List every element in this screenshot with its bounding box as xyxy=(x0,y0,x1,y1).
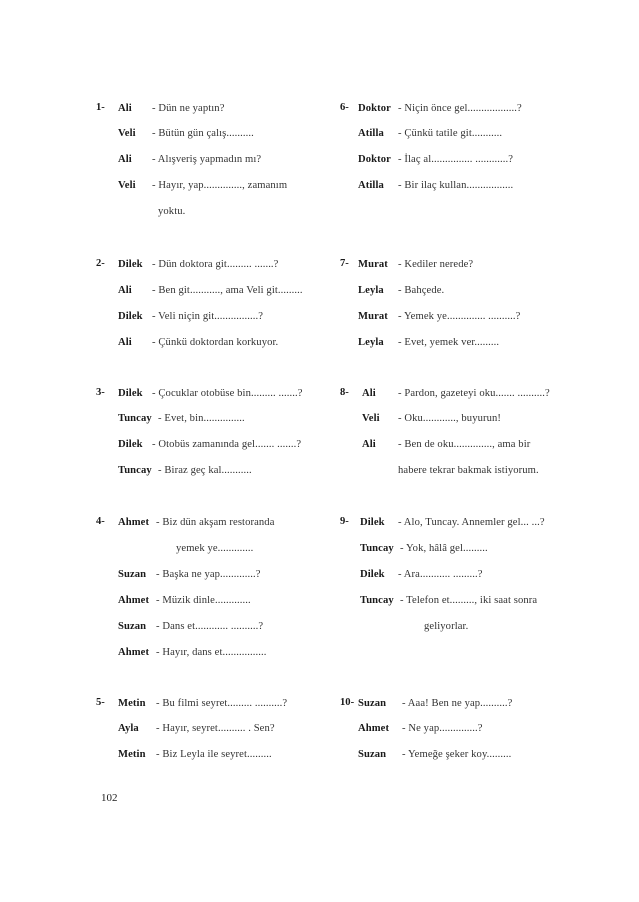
line-text: - Çocuklar otobüse bin......... .......? xyxy=(152,388,303,399)
exercise-number: 1- xyxy=(96,102,105,113)
speaker-name: Dilek xyxy=(118,259,143,270)
line-text: - Oku............, buyurun! xyxy=(398,413,502,424)
speaker-name: Ali xyxy=(118,285,132,296)
line-text: - Bu filmi seyret......... ..........? xyxy=(156,698,288,709)
speaker-name: Dilek xyxy=(360,569,385,580)
line-text: yemek ye............. xyxy=(176,543,254,554)
line-text: - Veli niçin git................? xyxy=(152,311,264,322)
line-text: yoktu. xyxy=(158,206,186,217)
line-text: - İlaç al............... ............? xyxy=(398,154,514,165)
line-text: - Kediler nerede? xyxy=(398,259,474,270)
line-text: - Alo, Tuncay. Annemler gel... ...? xyxy=(398,517,545,528)
speaker-name: Ali xyxy=(362,439,376,450)
line-text: - Biz Leyla ile seyret......... xyxy=(156,749,272,760)
line-text: - Biraz geç kal........... xyxy=(158,465,252,476)
speaker-name: Tuncay xyxy=(360,595,394,606)
line-text: - Bir ilaç kullan................. xyxy=(398,180,514,191)
exercise-number: 7- xyxy=(340,258,349,269)
speaker-name: Veli xyxy=(362,413,380,424)
line-text: - Çünkü doktordan korkuyor. xyxy=(152,337,279,348)
speaker-name: Murat xyxy=(358,311,388,322)
line-text: - Başka ne yap.............? xyxy=(156,569,261,580)
line-text: - Yok, hâlâ gel......... xyxy=(400,543,488,554)
line-text: - Bahçede. xyxy=(398,285,445,296)
speaker-name: Metin xyxy=(118,698,146,709)
speaker-name: Ali xyxy=(118,154,132,165)
speaker-name: Suzan xyxy=(358,698,387,709)
speaker-name: Suzan xyxy=(118,621,147,632)
speaker-name: Tuncay xyxy=(118,413,152,424)
speaker-name: Doktor xyxy=(358,103,391,114)
line-text: - Dün ne yaptın? xyxy=(152,103,225,114)
speaker-name: Dilek xyxy=(118,439,143,450)
exercise-number: 10- xyxy=(340,697,355,708)
line-text: - Hayır, yap.............., zamanım xyxy=(152,180,288,191)
speaker-name: Ayla xyxy=(118,723,139,734)
speaker-name: Suzan xyxy=(118,569,147,580)
exercise-number: 5- xyxy=(96,697,105,708)
line-text: - Yemek ye.............. ..........? xyxy=(398,311,521,322)
speaker-name: Dilek xyxy=(118,388,143,399)
speaker-name: Ahmet xyxy=(358,723,390,734)
speaker-name: Ali xyxy=(118,337,132,348)
speaker-name: Tuncay xyxy=(360,543,394,554)
line-text: habere tekrar bakmak istiyorum. xyxy=(398,465,539,476)
speaker-name: Leyla xyxy=(358,337,384,348)
exercise-number: 4- xyxy=(96,516,105,527)
line-text: - Hayır, dans et................ xyxy=(156,647,267,658)
line-text: - Pardon, gazeteyi oku....... ..........? xyxy=(398,388,550,399)
line-text: - Biz dün akşam restoranda xyxy=(156,517,275,528)
line-text: - Bütün gün çalış.......... xyxy=(152,128,254,139)
line-text: - Yemeğe şeker koy......... xyxy=(402,749,512,760)
speaker-name: Atilla xyxy=(358,180,384,191)
speaker-name: Ali xyxy=(118,103,132,114)
exercise-number: 3- xyxy=(96,387,105,398)
speaker-name: Leyla xyxy=(358,285,384,296)
speaker-name: Tuncay xyxy=(118,465,152,476)
line-text: - Alışveriş yapmadın mı? xyxy=(152,154,262,165)
page-number: 102 xyxy=(101,792,118,804)
line-text: - Otobüs zamanında gel....... .......? xyxy=(152,439,302,450)
line-text: - Ben git..........., ama Veli git......... xyxy=(152,285,303,296)
exercise-number: 6- xyxy=(340,102,349,113)
speaker-name: Murat xyxy=(358,259,388,270)
speaker-name: Veli xyxy=(118,180,136,191)
line-text: - Ara........... .........? xyxy=(398,569,483,580)
exercise-number: 2- xyxy=(96,258,105,269)
line-text: - Çünkü tatile git........... xyxy=(398,128,503,139)
line-text: - Hayır, seyret.......... . Sen? xyxy=(156,723,275,734)
line-text: - Dans et............ ..........? xyxy=(156,621,264,632)
line-text: - Müzik dinle............. xyxy=(156,595,251,606)
speaker-name: Atilla xyxy=(358,128,384,139)
line-text: - Evet, yemek ver......... xyxy=(398,337,500,348)
speaker-name: Ahmet xyxy=(118,595,150,606)
speaker-name: Dilek xyxy=(118,311,143,322)
speaker-name: Ahmet xyxy=(118,647,150,658)
line-text: - Telefon et........., iki saat sonra xyxy=(400,595,538,606)
exercise-number: 8- xyxy=(340,387,349,398)
line-text: - Ne yap..............? xyxy=(402,723,483,734)
speaker-name: Dilek xyxy=(360,517,385,528)
line-text: geliyorlar. xyxy=(424,621,469,632)
line-text: - Ben de oku.............., ama bir xyxy=(398,439,531,450)
speaker-name: Ali xyxy=(362,388,376,399)
speaker-name: Ahmet xyxy=(118,517,150,528)
speaker-name: Doktor xyxy=(358,154,391,165)
line-text: - Dün doktora git......... .......? xyxy=(152,259,279,270)
line-text: - Aaa! Ben ne yap..........? xyxy=(402,698,513,709)
line-text: - Niçin önce gel..................? xyxy=(398,103,522,114)
speaker-name: Metin xyxy=(118,749,146,760)
exercise-number: 9- xyxy=(340,516,349,527)
speaker-name: Suzan xyxy=(358,749,387,760)
line-text: - Evet, bin............... xyxy=(158,413,245,424)
speaker-name: Veli xyxy=(118,128,136,139)
